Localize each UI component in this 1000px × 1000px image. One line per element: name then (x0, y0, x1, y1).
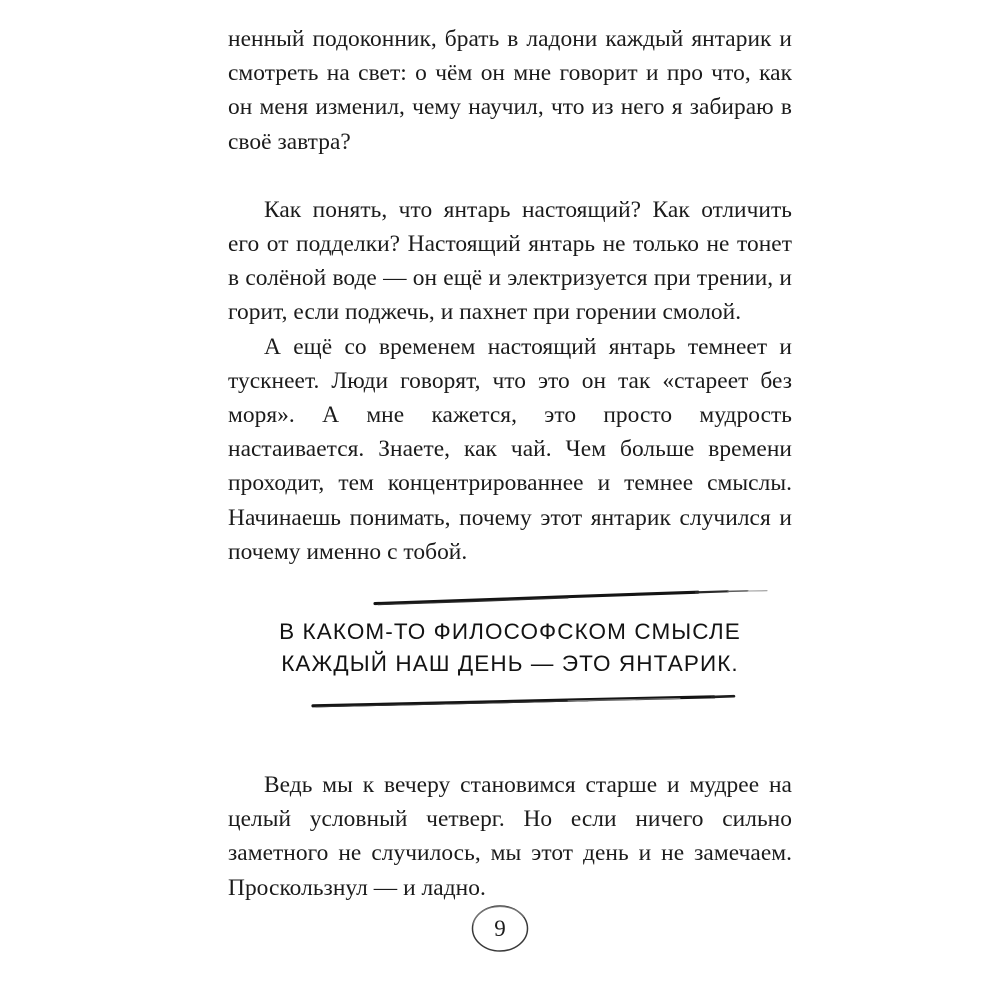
pull-quote-line-2: КАЖДЫЙ НАШ ДЕНЬ — ЭТО ЯНТАРИК. (281, 650, 739, 676)
pull-quote-line-1: В КАКОМ-ТО ФИЛОСОФСКОМ СМЫСЛЕ (279, 619, 741, 644)
paragraph-amber-authenticity: Как понять, что янтарь настоящий? Как отличить его от подделки? Настоящий янтарь не только не тонет в солёной воде — он ещё и электризуется при трении, и горит, если поджечь, и пахнет при горении смолой. (228, 196, 792, 326)
paragraph-spacer (228, 159, 792, 193)
pull-quote-block (228, 586, 792, 712)
page-number-label: 9 (494, 915, 506, 941)
body-text-column-lower (228, 768, 792, 905)
page-number-badge (464, 898, 536, 960)
paragraph-amber-aging: А ещё со временем настоящий янтарь темнеет и тускнеет. Люди говорят, что это он так «стареет без моря». А мне кажется, это просто мудрость настаивается. Знаете, как чай. Чем больше времени проходит, тем концентрированнее и темнее смыслы. Начинаешь понимать, почему этот янтарик случился и почему именно с тобой. (228, 333, 792, 565)
page-number-area (0, 898, 1000, 970)
body-text-column (228, 22, 792, 569)
paragraph-continuation: ненный подоконник, брать в ладони каждый янтарик и смотреть на свет: о чём он мне говорит и про что, как он меня изменил, чему научил, что из него я забираю в своё завтра? (228, 26, 792, 155)
rule-bottom-container (228, 679, 792, 712)
rule-bottom (228, 690, 792, 712)
paragraph-evening-wisdom: Ведь мы к вечеру становимся старше и мудрее на целый условный четверг. Но если ничего сильно заметного не случилось, мы этот день и не замечаем. Проскользнул — и ладно. (228, 772, 792, 901)
rule-top (228, 586, 792, 608)
pull-quote-text (228, 608, 792, 679)
